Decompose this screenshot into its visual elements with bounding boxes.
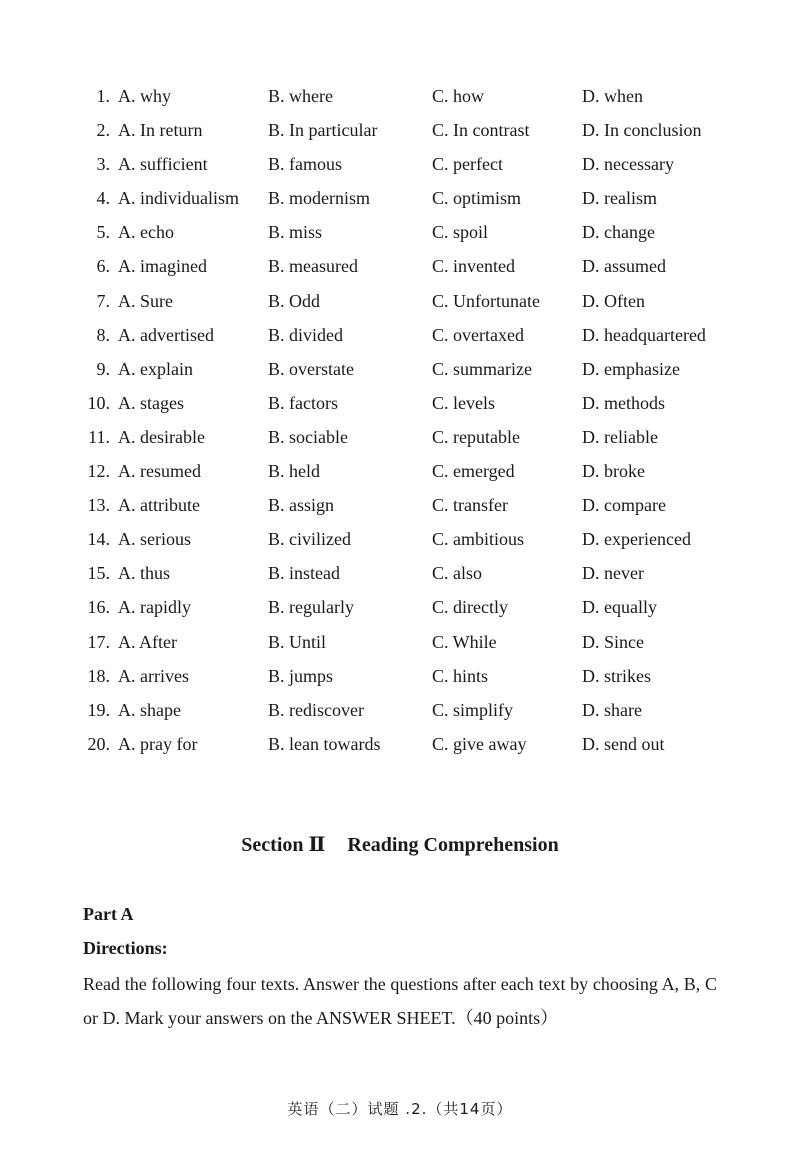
question-row — [0, 386, 800, 420]
question-number: 12. — [87, 461, 110, 482]
option-d: D. experienced — [582, 529, 691, 550]
option-a: A. echo — [118, 222, 174, 243]
option-a: A. pray for — [118, 733, 198, 754]
option-b: B. assign — [268, 495, 335, 516]
option-c: C. emerged — [432, 461, 515, 482]
option-c: C. directly — [432, 597, 508, 618]
question-number: 4. — [96, 188, 110, 209]
option-b: B. measured — [268, 256, 358, 277]
question-row — [0, 590, 800, 624]
question-row — [0, 454, 800, 488]
option-d: D. necessary — [582, 154, 674, 175]
option-a: A. After — [118, 631, 177, 652]
option-d: D. reliable — [582, 426, 658, 447]
option-b: B. Until — [268, 631, 327, 652]
question-number: 17. — [87, 631, 110, 652]
question-row — [0, 147, 800, 181]
option-b: B. jumps — [268, 665, 334, 686]
option-a: A. why — [118, 86, 171, 106]
option-c: C. simplify — [432, 699, 514, 720]
option-b: B. regularly — [268, 597, 354, 618]
option-a: A. serious — [118, 529, 191, 550]
option-d: D. strikes — [582, 665, 651, 686]
question-number: 19. — [87, 699, 110, 720]
question-row — [0, 488, 800, 522]
question-number: 18. — [87, 665, 110, 686]
instructions-text: Read the following four texts. Answer the questions after each text by choosing A, B, C or D. Mark your answers on the ANSWER SHEET.（40 points） — [83, 974, 717, 1028]
option-b: B. Odd — [268, 290, 321, 311]
question-row — [0, 420, 800, 454]
question-row — [0, 284, 800, 318]
question-number: 20. — [87, 733, 110, 754]
option-b: B. divided — [268, 324, 343, 345]
option-a: A. shape — [118, 699, 181, 720]
section-label: Section Ⅱ — [241, 834, 326, 856]
option-b: B. miss — [268, 222, 323, 243]
option-c: C. reputable — [432, 426, 520, 447]
option-b: B. sociable — [268, 426, 348, 447]
option-c: C. also — [432, 563, 483, 584]
option-d: D. Often — [582, 290, 645, 311]
option-d: D. never — [582, 563, 644, 584]
question-number: 3. — [96, 154, 110, 175]
question-row — [0, 215, 800, 249]
option-d: D. broke — [582, 461, 645, 482]
question-row — [0, 727, 800, 761]
option-a: A. advertised — [118, 324, 214, 345]
option-c: C. how — [432, 86, 485, 106]
option-d: D. change — [582, 222, 655, 243]
question-number: 6. — [96, 256, 110, 277]
question-row — [0, 556, 800, 590]
question-number: 5. — [96, 222, 110, 243]
option-a: A. arrives — [118, 665, 189, 686]
question-row — [0, 79, 800, 113]
option-a: A. imagined — [118, 256, 207, 277]
option-c: C. Unfortunate — [432, 290, 540, 311]
option-b: B. factors — [268, 392, 338, 413]
question-number: 10. — [87, 392, 110, 413]
option-a: A. thus — [118, 563, 171, 584]
directions-label: Directions: — [83, 938, 168, 958]
option-d: D. compare — [582, 495, 666, 516]
option-b: B. where — [268, 86, 333, 106]
option-d: D. assumed — [582, 256, 666, 277]
options-list — [0, 79, 800, 761]
option-a: A. resumed — [118, 461, 201, 482]
option-c: C. perfect — [432, 154, 503, 175]
question-number: 2. — [96, 120, 110, 141]
option-c: C. summarize — [432, 358, 532, 379]
option-c: C. In contrast — [432, 120, 530, 141]
option-c: C. ambitious — [432, 529, 525, 550]
question-number: 9. — [96, 358, 110, 379]
question-number: 7. — [96, 290, 110, 311]
option-a: A. individualism — [118, 188, 239, 209]
option-d: D. send out — [582, 733, 665, 754]
option-d: D. realism — [582, 188, 657, 209]
question-number: 11. — [88, 426, 110, 447]
question-number: 13. — [87, 495, 110, 516]
option-b: B. In particular — [268, 120, 378, 141]
question-row — [0, 659, 800, 693]
option-b: B. overstate — [268, 358, 354, 379]
option-d: D. methods — [582, 392, 665, 413]
option-a: A. explain — [118, 358, 193, 379]
question-row — [0, 113, 800, 147]
option-a: A. sufficient — [118, 154, 208, 175]
option-a: A. In return — [118, 120, 203, 141]
option-c: C. spoil — [432, 222, 489, 243]
option-c: C. overtaxed — [432, 324, 524, 345]
option-c: C. hints — [432, 665, 489, 686]
option-b: B. rediscover — [268, 699, 364, 720]
question-row — [0, 318, 800, 352]
option-a: A. rapidly — [118, 597, 191, 618]
question-row — [0, 522, 800, 556]
question-row — [0, 352, 800, 386]
question-number: 16. — [87, 597, 110, 618]
option-a: A. stages — [118, 392, 184, 413]
page-footer: 英语（二）试题 .2.（共14页） — [287, 1100, 513, 1118]
option-c: C. transfer — [432, 495, 508, 516]
option-d: D. share — [582, 699, 642, 720]
option-d: D. emphasize — [582, 358, 680, 379]
option-c: C. levels — [432, 392, 495, 413]
option-b: B. modernism — [268, 188, 370, 209]
option-b: B. lean towards — [268, 733, 381, 754]
question-number: 15. — [87, 563, 110, 584]
option-d: D. equally — [582, 597, 657, 618]
part-heading: Part A — [83, 904, 134, 924]
option-d: D. headquartered — [582, 324, 706, 345]
option-c: C. give away — [432, 733, 527, 754]
option-a: A. Sure — [118, 290, 173, 311]
question-row — [0, 181, 800, 215]
question-row — [0, 625, 800, 659]
option-c: C. While — [432, 631, 497, 652]
question-row — [0, 249, 800, 283]
option-b: B. instead — [268, 563, 340, 584]
option-a: A. attribute — [118, 495, 200, 516]
question-row — [0, 693, 800, 727]
section-heading — [0, 832, 800, 857]
section-name: Reading Comprehension — [347, 834, 559, 856]
option-d: D. when — [582, 86, 643, 106]
question-number: 1. — [96, 86, 110, 106]
option-d: D. Since — [582, 631, 644, 652]
option-b: B. held — [268, 461, 320, 482]
option-c: C. invented — [432, 256, 515, 277]
option-b: B. famous — [268, 154, 342, 175]
option-b: B. civilized — [268, 529, 351, 550]
option-c: C. optimism — [432, 188, 522, 209]
question-number: 14. — [87, 529, 110, 550]
option-a: A. desirable — [118, 426, 205, 447]
question-number: 8. — [96, 324, 110, 345]
option-d: D. In conclusion — [582, 120, 702, 141]
